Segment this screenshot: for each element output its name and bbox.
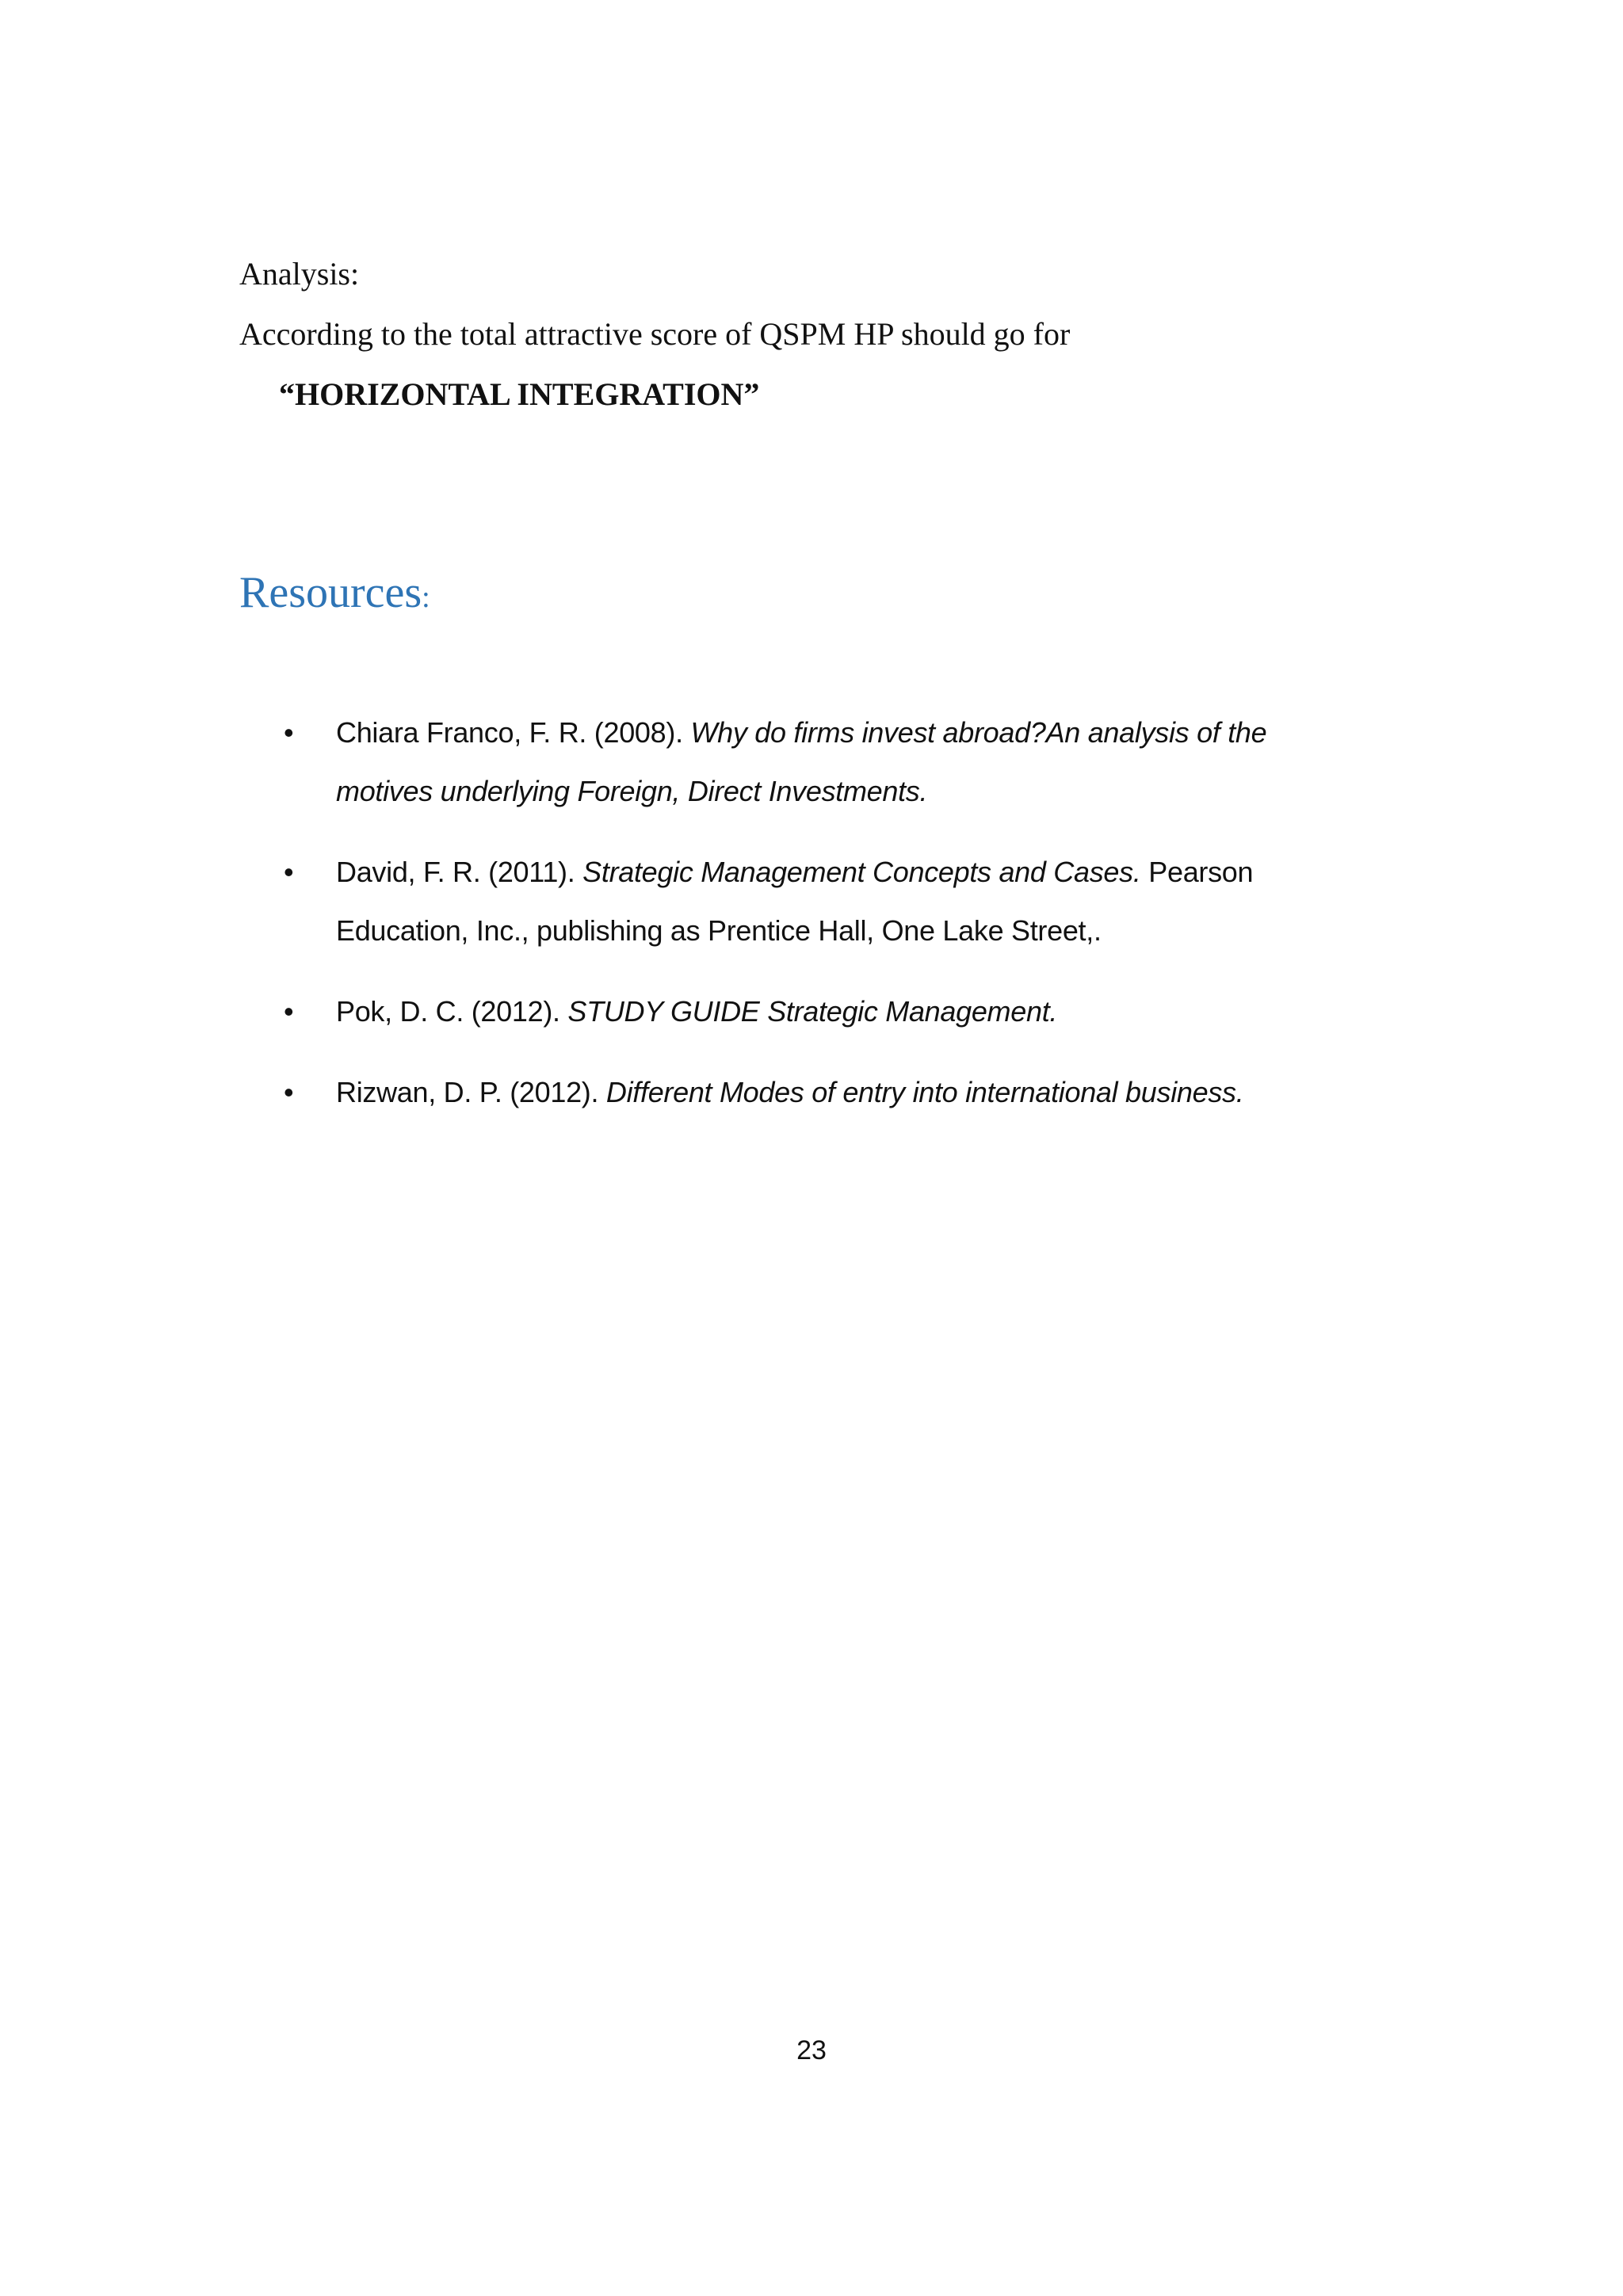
reference-item	[284, 704, 1361, 821]
reference-author: Rizwan, D. P. (2012).	[336, 1076, 606, 1108]
reference-item	[284, 843, 1361, 960]
page-number: 23	[796, 2035, 827, 2065]
bullet-icon: •	[284, 856, 294, 888]
resources-heading	[239, 564, 430, 626]
analysis-text: According to the total attractive score of QSPM HP should go for	[239, 316, 1071, 352]
reference-author: David, F. R. (2011).	[336, 856, 583, 888]
reference-title: Different Modes of entry into international business.	[605, 1076, 1244, 1108]
analysis-label: Analysis:	[239, 256, 360, 292]
reference-title: Strategic Management Concepts and Cases.	[582, 856, 1141, 888]
reference-title: Why do firms invest abroad?An analysis of the motives underlying Foreign, Direct Investments.	[336, 716, 1267, 807]
reference-publisher: Pearson Education, Inc., publishing as Prentice Hall, One Lake Street,.	[336, 856, 1254, 947]
reference-title: STUDY GUIDE Strategic Management.	[567, 995, 1058, 1028]
bullet-icon: •	[284, 716, 294, 749]
reference-item	[284, 1063, 1361, 1122]
reference-author: Pok, D. C. (2012).	[336, 995, 568, 1028]
recommended-strategy: “HORIZONTAL INTEGRATION”	[279, 376, 760, 412]
reference-author: Chiara Franco, F. R. (2008).	[336, 716, 691, 749]
resources-heading-text: Resources	[239, 568, 422, 617]
reference-item	[284, 982, 1361, 1041]
references-list	[284, 704, 1361, 1144]
bullet-icon: •	[284, 1076, 294, 1108]
resources-heading-colon: :	[422, 581, 430, 614]
bullet-icon: •	[284, 995, 294, 1028]
